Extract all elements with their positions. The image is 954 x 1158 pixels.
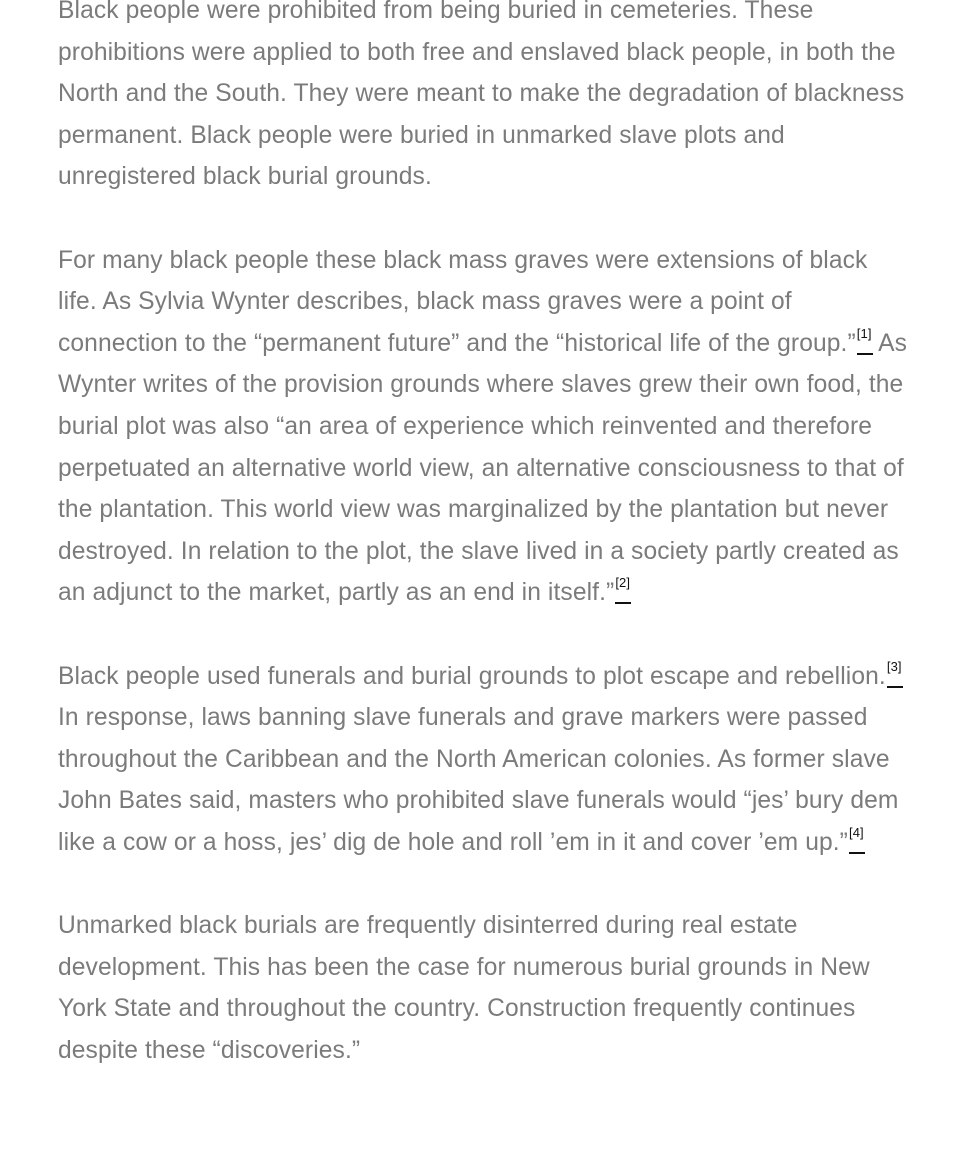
footnote-marker-4: [4] (848, 824, 864, 840)
paragraph-1 (58, 0, 908, 198)
footnote-link-1[interactable] (856, 325, 873, 355)
footnote-marker-2: [2] (615, 575, 631, 591)
footnote-link-2[interactable] (615, 575, 631, 604)
paragraph-3 (58, 656, 908, 864)
paragraph-2 (58, 240, 908, 614)
footnote-link-3[interactable] (886, 658, 903, 688)
article-body (58, 0, 908, 1113)
footnote-link-4[interactable] (848, 824, 865, 854)
paragraph-4-text: Unmarked black burials are frequently disinterred during real estate development. This has been the case for numerous burial grounds in New York State and throughout the country. Construction frequently continues despite these “discoveries.” (58, 912, 870, 1064)
paragraph-3-text-a: Black people used funerals and burial grounds to plot escape and rebellion. (58, 662, 886, 690)
footnote-marker-3: [3] (886, 658, 902, 674)
paragraph-1-text: Black people were prohibited from being buried in cemeteries. These prohibitions were applied to both free and enslaved black people, in both the North and the South. They were meant to make the degradation of blackness permanent. Black people were buried in unmarked slave plots and unregistered black burial grounds. (58, 0, 905, 191)
paragraph-2-text-a: For many black people these black mass graves were extensions of black life. As Sylvia Wynter describes, black mass graves were a point of connection to the “permanent future” and the “historical life of the group.” (58, 246, 868, 357)
footnote-marker-1: [1] (856, 325, 872, 341)
paragraph-3-text-b: In response, laws banning slave funerals and grave markers were passed throughout the Caribbean and the North American colonies. As former slave John Bates said, masters who prohibited slave funerals would “jes’ bury dem like a cow or a hoss, jes’ dig de hole and roll ’em in it and cover ’em up.” (58, 704, 899, 856)
paragraph-2-text-b: As Wynter writes of the provision grounds where slaves grew their own food, the burial plot was also “an area of experience which reinvented and therefore perpetuated an alternative world view, an alternative consciousness to that of the plantation. This world view was marginalized by the plantation but never destroyed. In relation to the plot, the slave lived in a society partly created as an adjunct to the market, partly as an end in itself.” (58, 329, 908, 607)
paragraph-4 (58, 905, 908, 1071)
